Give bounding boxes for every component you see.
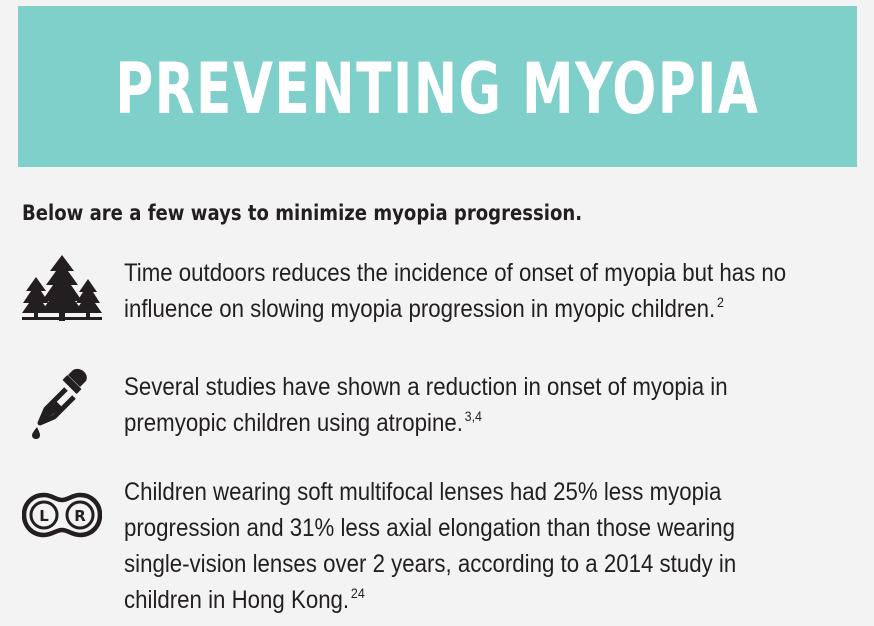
item-text-outdoors xyxy=(124,255,786,327)
text-line: Children wearing soft multifocal lenses had 25% less myopia xyxy=(124,478,722,506)
reference-superscript: 2 xyxy=(716,294,724,310)
text-line-content: premyopic children using atropine. xyxy=(124,409,463,437)
text-line: single-vision lenses over 2 years, according to a 2014 study in xyxy=(124,550,737,578)
text-line-content: influence on slowing myopia progression in myopic children. xyxy=(124,295,716,323)
reference-superscript: 24 xyxy=(350,585,365,601)
text-line: Several studies have shown a reduction in onset of myopia in xyxy=(124,373,728,401)
item-text-multifocal xyxy=(124,474,736,618)
text-line: Time outdoors reduces the incidence of onset of myopia but has no xyxy=(124,259,787,287)
trees-icon xyxy=(22,255,102,328)
text-line xyxy=(124,582,736,618)
lens-left-label: L xyxy=(39,507,49,525)
page-title: PREVENTING MYOPIA xyxy=(115,47,760,130)
text-line: progression and 31% less axial elongation than those wearing xyxy=(124,514,736,542)
lens-right-label: R xyxy=(74,507,86,525)
item-text-atropine xyxy=(124,369,728,441)
dropper-icon xyxy=(28,367,92,444)
title-banner xyxy=(18,6,857,167)
text-line xyxy=(124,405,728,441)
reference-superscript: 3,4 xyxy=(464,408,482,424)
text-line xyxy=(124,291,786,327)
text-line-content: children in Hong Kong. xyxy=(124,586,350,614)
intro-heading: Below are a few ways to minimize myopia progression. xyxy=(22,201,583,225)
contact-lens-case-icon xyxy=(22,492,102,543)
